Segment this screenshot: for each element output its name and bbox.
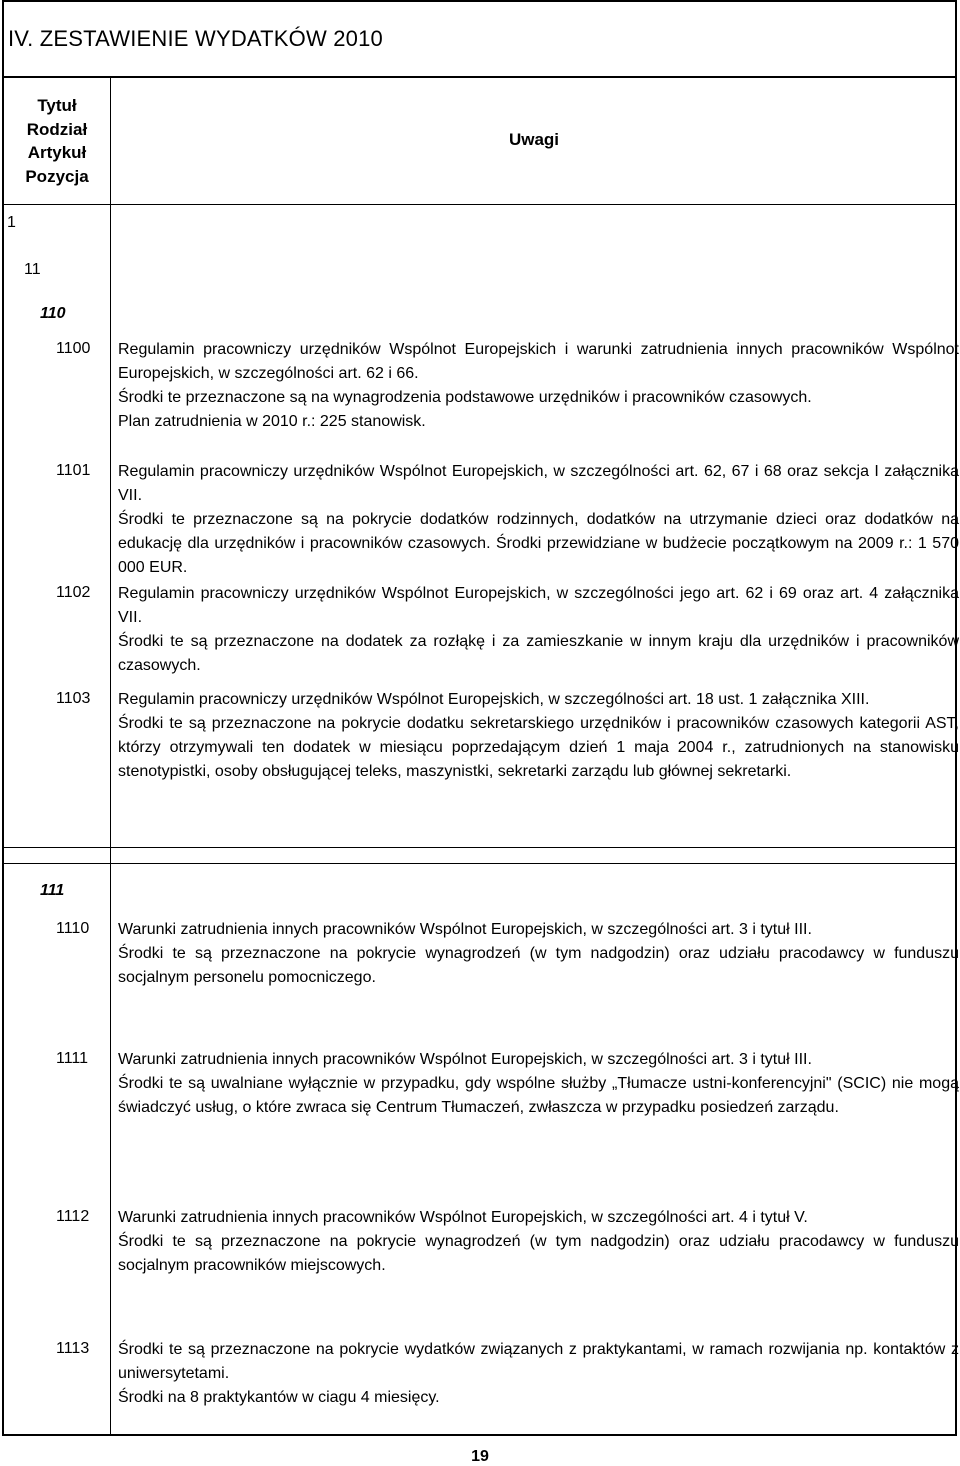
header-rodzial: Rodział bbox=[26, 119, 88, 139]
legal-basis: Regulamin pracowniczy urzędników Wspólnot Europejskich i warunki zatrudnienia innych pracowników Wspólnot Europejskich, w szczególności art. 62 i 66. bbox=[118, 341, 959, 382]
item-code: 1112 bbox=[56, 1208, 90, 1225]
description-line: Środki te są przeznaczone na pokrycie wynagrodzeń (w tym nadgodzin) oraz udziału pracodawcy w funduszu socjalnym personelu pomocniczego. bbox=[118, 945, 959, 986]
header-artykul: Artykuł bbox=[27, 143, 87, 162]
header-codes bbox=[4, 94, 110, 188]
item-description bbox=[118, 1206, 959, 1278]
item-description bbox=[118, 460, 959, 580]
item-description bbox=[118, 1048, 959, 1120]
description-line: Środki te są przeznaczone na pokrycie wynagrodzeń (w tym nadgodzin) oraz udziału pracodawcy w funduszu socjalnym pracowników miejscowych. bbox=[118, 1233, 959, 1274]
title-code: 1 bbox=[7, 214, 16, 231]
legal-basis: Regulamin pracowniczy urzędników Wspólnot Europejskich, w szczególności jego art. 62 i 69 oraz art. 4 załącznika VII. bbox=[118, 585, 959, 626]
description-line: Środki te są przeznaczone na dodatek za rozłąkę i za zamieszkanie w innym kraju dla urzędników i pracowników czasowych. bbox=[118, 633, 959, 674]
description-line: Środki te przeznaczone są na pokrycie dodatków rodzinnych, dodatków na utrzymanie dzieci oraz dodatków na edukację dla urzędników i pracowników czasowych. Środki przewidziane w budżecie początkowym na 2009 r.: 1 570 000 EUR. bbox=[118, 511, 959, 576]
description-line: Środki na 8 praktykantów w ciagu 4 miesięcy. bbox=[118, 1389, 440, 1406]
item-description bbox=[118, 582, 959, 678]
legal-basis: Regulamin pracowniczy urzędników Wspólnot Europejskich, w szczególności art. 62, 67 i 68 oraz sekcja I załącznika VII. bbox=[118, 463, 959, 504]
expenditure-table bbox=[2, 0, 957, 1436]
header-divider bbox=[4, 204, 955, 205]
section-divider-bottom bbox=[4, 863, 955, 864]
item-description bbox=[118, 338, 959, 434]
item-description bbox=[118, 918, 959, 990]
item-code: 1101 bbox=[56, 462, 91, 479]
description-line: Środki te są uwalniane wyłącznie w przypadku, gdy wspólne służby „Tłumacze ustni-konferencyjni" (SCIC) nie mogą świadczyć usług, o które zwraca się Centrum Tłumaczeń, zwłaszcza w przypadku posiedzeń zarządu. bbox=[118, 1075, 959, 1116]
item-code: 1113 bbox=[56, 1340, 90, 1357]
header-uwagi: Uwagi bbox=[508, 130, 560, 149]
item-code: 1111 bbox=[56, 1050, 89, 1067]
item-code: 1103 bbox=[56, 690, 91, 707]
column-divider bbox=[110, 78, 111, 1436]
header-tytul: Tytuł bbox=[37, 96, 77, 115]
description-line: Środki te przeznaczone są na wynagrodzenia podstawowe urzędników i pracowników czasowych. bbox=[118, 389, 812, 406]
legal-basis: Warunki zatrudnienia innych pracowników Wspólnot Europejskich, w szczególności art. 4 i tytuł V. bbox=[118, 1209, 808, 1226]
header-pozycja: Pozycja bbox=[25, 166, 89, 186]
item-code: 1102 bbox=[56, 584, 91, 601]
article-code-111: 111 bbox=[40, 882, 65, 899]
legal-basis: Regulamin pracowniczy urzędników Wspólnot Europejskich, w szczególności art. 18 ust. 1 załącznika XIII. bbox=[118, 691, 870, 708]
item-code: 1110 bbox=[56, 920, 90, 937]
title-bar bbox=[4, 2, 955, 78]
description-line: Plan zatrudnienia w 2010 r.: 225 stanowisk. bbox=[118, 413, 426, 430]
page-number: 19 bbox=[471, 1448, 489, 1465]
legal-basis: Warunki zatrudnienia innych pracowników Wspólnot Europejskich, w szczególności art. 3 i tytuł III. bbox=[118, 1051, 812, 1068]
description-line: Środki te są przeznaczone na pokrycie wydatków związanych z praktykantami, w ramach rozwijania np. kontaktów z uniwersytetami. bbox=[118, 1341, 959, 1382]
chapter-code: 11 bbox=[24, 261, 41, 278]
item-description bbox=[118, 1338, 959, 1410]
section-divider-top bbox=[4, 847, 955, 848]
item-description bbox=[118, 688, 959, 784]
legal-basis: Warunki zatrudnienia innych pracowników Wspólnot Europejskich, w szczególności art. 3 i tytuł III. bbox=[118, 921, 812, 938]
item-code: 1100 bbox=[56, 340, 91, 357]
page-title: IV. ZESTAWIENIE WYDATKÓW 2010 bbox=[8, 26, 383, 51]
description-line: Środki te są przeznaczone na pokrycie dodatku sekretarskiego urzędników i pracowników czasowych kategorii AST, którzy otrzymywali ten dodatek w miesiącu poprzedającym dzień 1 maja 2004 r., zatrudnionych na stanowisku stenotypistki, osoby obsługującej teleks, maszynistki, sekretarki zarządu lub głównej sekretarki. bbox=[118, 715, 959, 780]
article-code-110: 110 bbox=[40, 305, 66, 322]
